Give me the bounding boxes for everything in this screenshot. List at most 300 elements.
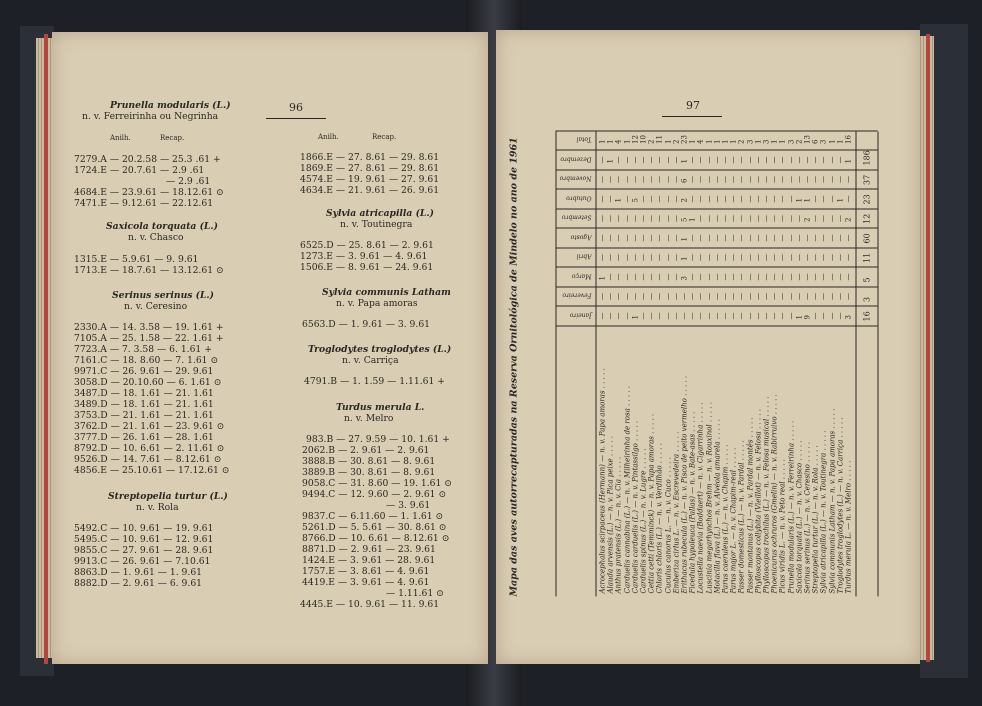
count-cell: — — [762, 234, 771, 242]
count-cell: — — [729, 215, 738, 222]
count-cell: — — [770, 312, 779, 320]
ring-record-line: 8882.D — 2. 9.61 — 6. 9.61 — [74, 578, 203, 589]
count-cell: 1 — [754, 139, 763, 144]
count-cell: — — [811, 176, 820, 183]
count-cell: — — [795, 215, 804, 222]
count-cell: — — [746, 312, 755, 320]
count-cell: — — [688, 312, 697, 320]
count-cell: — — [664, 293, 673, 300]
count-cell: — — [623, 234, 632, 242]
count-cell: — — [696, 293, 705, 300]
count-cell: — — [746, 215, 755, 222]
ring-record-line: 4419.E — 3. 9.61 — 4. 9.61 — [302, 577, 430, 588]
recapture-table — [508, 131, 872, 601]
count-cell: — — [713, 176, 722, 183]
ring-record-line: n. v. Ferreirinha ou Negrinha — [82, 111, 219, 122]
count-cell: — — [713, 156, 722, 164]
count-cell: — — [778, 293, 787, 300]
count-cell: — — [762, 215, 771, 222]
count-cell: — — [614, 234, 623, 242]
ring-record-line: 4634.E — 21. 9.61 — 26. 9.61 — [300, 185, 440, 196]
count-cell: — — [737, 254, 746, 261]
ring-record-line: 8766.D — 10. 6.61 — 8.12.61 ⊙ — [302, 533, 450, 544]
count-cell: 1 — [688, 139, 697, 144]
count-cell: 1 — [836, 198, 845, 203]
count-cell: — — [639, 273, 648, 281]
count-cell: — — [778, 156, 787, 164]
count-cell: — — [828, 234, 837, 242]
species-row-label: Carduelis cannabina (L.) — n. v. Milheirinha de rosa . . . . . — [623, 386, 632, 594]
count-cell: — — [655, 156, 664, 164]
count-cell: — — [647, 273, 656, 281]
count-cell: — — [672, 215, 681, 222]
count-cell: — — [639, 156, 648, 164]
count-cell: 3 — [844, 315, 853, 320]
count-cell: — — [721, 293, 730, 300]
species-row-label: Motacilla flava (L.) — n. v. Alvéola amarela . . . . . — [713, 419, 722, 594]
table-column-rule — [556, 306, 878, 307]
month-header: Abril — [576, 253, 592, 260]
ring-record-line: 9971.C — 26. 9.61 — 29. 9.61 — [74, 366, 214, 377]
species-row-label: Parus caeruleus (L.) — n. v. Chapim . . . . . — [721, 444, 730, 594]
count-cell: — — [705, 293, 714, 300]
count-cell: — — [836, 156, 845, 164]
ring-record-line: 1713.E — 18.7.61 — 13.12.61 ⊙ — [74, 265, 224, 276]
count-cell: 1 — [803, 198, 812, 203]
count-cell: — — [639, 254, 648, 261]
count-cell: — — [729, 176, 738, 183]
count-cell: — — [631, 176, 640, 183]
ring-record-line: 4684.E — 23.9.61 — 18.12.61 ⊙ — [74, 187, 224, 198]
count-cell: — — [614, 312, 623, 320]
count-cell: — — [795, 234, 804, 242]
count-cell: — — [688, 234, 697, 242]
count-cell: — — [729, 293, 738, 300]
species-row-label: Prunella modularis (L.) — n. v. Ferreirinha . . . . . — [787, 420, 796, 594]
count-cell: — — [729, 156, 738, 164]
count-cell: — — [655, 273, 664, 281]
count-cell: — — [770, 156, 779, 164]
count-cell: — — [737, 234, 746, 242]
count-cell: — — [631, 293, 640, 300]
count-cell: — — [754, 273, 763, 281]
total-cell: 3 — [862, 296, 872, 302]
count-cell: — — [655, 176, 664, 183]
count-cell: — — [811, 156, 820, 164]
count-cell: — — [672, 293, 681, 300]
right-page-number: 97 — [686, 99, 700, 112]
count-cell: — — [811, 254, 820, 261]
ring-record-line: 4856.E — 25.10.61 — 17.12.61 ⊙ — [74, 465, 230, 476]
count-cell: — — [713, 195, 722, 203]
count-cell: — — [778, 234, 787, 242]
species-heading: Troglodytes troglodytes (L.) — [308, 344, 452, 355]
count-cell: — — [688, 176, 697, 183]
count-cell: — — [836, 312, 845, 320]
count-cell: — — [623, 195, 632, 203]
ring-record-line: 6525.D — 25. 8.61 — 2. 9.61 — [300, 240, 434, 251]
count-cell: — — [754, 254, 763, 261]
count-cell: — — [688, 254, 697, 261]
count-cell: — — [828, 195, 837, 203]
count-cell: — — [680, 293, 689, 300]
count-cell: — — [639, 293, 648, 300]
species-row-label: Phylloscopus collybita (Vieillot) — n. v. Felosa . . . . . — [754, 409, 763, 594]
count-cell: — — [647, 195, 656, 203]
count-cell: — — [754, 312, 763, 320]
month-header: Janeiro — [569, 311, 592, 319]
count-cell: — — [713, 215, 722, 222]
count-cell: — — [631, 273, 640, 281]
count-cell: — — [606, 195, 615, 203]
ring-record-line: 2062.B — 2. 9.61 — 2. 9.61 — [302, 445, 430, 456]
count-cell: — — [705, 176, 714, 183]
count-cell: — — [664, 312, 673, 320]
count-cell: — — [614, 293, 623, 300]
count-cell: — — [647, 234, 656, 242]
count-cell: 3 — [746, 139, 755, 144]
count-cell: — — [762, 195, 771, 203]
count-cell: — — [729, 273, 738, 281]
ring-record-line: n. v. Ceresino — [124, 301, 188, 312]
red-edge-left — [44, 34, 48, 664]
count-cell: — — [721, 215, 730, 222]
count-cell: — — [803, 156, 812, 164]
count-cell: — — [639, 215, 648, 222]
count-cell: — — [606, 273, 615, 281]
count-cell: — — [721, 312, 730, 320]
species-heading: Turdus merula L. — [336, 402, 425, 413]
ring-record-line: 7279.A — 20.2.58 — 25.3 .61 + — [74, 154, 221, 165]
count-cell: — — [737, 293, 746, 300]
count-cell: — — [647, 254, 656, 261]
table-column-rule — [556, 131, 878, 132]
count-cell: — — [639, 234, 648, 242]
ring-record-line: 3888.B — 30. 8.61 — 8. 9.61 — [302, 456, 436, 467]
species-row-label: Alauda arvensis (L.) — n. v. Pica peixe . . . . . — [606, 436, 615, 594]
species-row-label: Carduelis spinus (L.) — n. v. Lugre . . . . . — [639, 448, 648, 594]
count-cell: 1 — [680, 256, 689, 261]
count-cell: — — [770, 293, 779, 300]
count-cell: — — [819, 156, 828, 164]
count-cell: — — [787, 156, 796, 164]
count-cell: 1 — [680, 159, 689, 164]
month-header: Fevereiro — [562, 292, 592, 299]
count-cell: — — [606, 312, 615, 320]
count-cell: — — [754, 234, 763, 242]
count-cell: — — [655, 234, 664, 242]
count-cell: — — [844, 273, 853, 281]
count-cell: — — [672, 234, 681, 242]
count-cell: — — [770, 234, 779, 242]
count-cell: — — [623, 273, 632, 281]
count-cell: — — [672, 273, 681, 281]
count-cell: 1 — [606, 139, 615, 144]
count-cell: — — [803, 273, 812, 281]
ring-record-line: 1757.E — 3. 8.61 — 4. 9.61 — [302, 566, 430, 577]
count-cell: — — [778, 312, 787, 320]
species-row-label: Passer montanus (L.) — n. v. Pardal montês . . . . . — [746, 417, 755, 594]
count-cell: 1 — [598, 276, 607, 281]
count-cell: — — [828, 293, 837, 300]
count-cell: — — [746, 293, 755, 300]
species-row-label: Turdus merula L. — n. v. Melro . . . . . — [844, 460, 853, 594]
count-cell: 1 — [713, 139, 722, 144]
ring-record-line: 2330.A — 14. 3.58 — 19. 1.61 + — [74, 322, 224, 333]
species-heading: Prunella modularis (L.) — [110, 100, 231, 111]
count-cell: — — [598, 312, 607, 320]
count-cell: — — [811, 195, 820, 203]
ring-record-line: 7161.C — 18. 8.60 — 7. 1.61 ⊙ — [74, 355, 219, 366]
table-bottom-rule — [856, 132, 857, 597]
count-cell: — — [836, 254, 845, 261]
count-cell: — — [705, 215, 714, 222]
count-cell: 1 — [844, 159, 853, 164]
species-row-label: Saxicola torquata (L.) — n. v. Chasco . . . . . — [795, 440, 804, 594]
count-cell: — — [729, 312, 738, 320]
ring-record-line: 4791.B — 1. 1.59 — 1.11.61 + — [304, 376, 445, 387]
ring-record-line: 9837.C — 6.11.60 — 1. 1.61 ⊙ — [302, 511, 444, 522]
ring-record-line: 5261.D — 5. 5.61 — 30. 8.61 ⊙ — [302, 522, 447, 533]
count-cell: — — [705, 312, 714, 320]
count-cell: — — [787, 176, 796, 183]
count-cell: — — [762, 254, 771, 261]
species-row-label: Sylvia atricapilla (L.) — n. v. Toutinegra . . . . . — [819, 430, 828, 594]
species-row-label: Luscinia megarhynchos Brehm — n. v. Rouxinol . . . . . — [705, 402, 714, 594]
ring-record-line: 7723.A — 7. 3.58 — 6. 1.61 + — [74, 344, 212, 355]
count-cell: — — [811, 273, 820, 281]
count-cell: — — [795, 176, 804, 183]
ring-record-line: — 2.9 .61 — [166, 176, 211, 187]
ring-record-line: 3777.D — 26. 1.61 — 28. 1.61 — [74, 432, 214, 443]
count-cell: — — [795, 156, 804, 164]
species-heading: Sylvia communis Latham — [322, 287, 451, 298]
count-cell: — — [623, 312, 632, 320]
count-cell: 1 — [598, 139, 607, 144]
count-cell: 11 — [655, 135, 664, 144]
count-cell: — — [721, 195, 730, 203]
count-cell: — — [844, 234, 853, 242]
count-cell: — — [688, 273, 697, 281]
ring-record-line: 9494.C — 12. 9.60 — 2. 9.61 ⊙ — [302, 489, 447, 500]
count-cell: — — [819, 273, 828, 281]
count-cell: — — [598, 156, 607, 164]
count-cell: 3 — [787, 139, 796, 144]
count-cell: — — [828, 312, 837, 320]
count-cell: 1 — [729, 139, 738, 144]
count-cell: — — [631, 254, 640, 261]
count-cell: — — [623, 215, 632, 222]
ring-record-line: 1424.E — 3. 9.61 — 28. 9.61 — [302, 555, 436, 566]
count-cell: — — [746, 273, 755, 281]
table-column-rule — [556, 209, 878, 210]
count-cell: — — [819, 195, 828, 203]
count-cell: — — [844, 254, 853, 261]
count-cell: — — [737, 273, 746, 281]
species-heading: Serinus serinus (L.) — [112, 290, 214, 301]
count-cell: — — [729, 254, 738, 261]
count-cell: — — [655, 312, 664, 320]
count-cell: — — [737, 156, 746, 164]
count-cell: — — [787, 312, 796, 320]
count-cell: — — [705, 254, 714, 261]
count-cell: 1 — [705, 139, 714, 144]
month-header: Total — [576, 136, 592, 143]
count-cell: — — [836, 176, 845, 183]
ring-record-line: 1724.E — 20.7.61 — 2.9 .61 — [74, 165, 205, 176]
count-cell: — — [737, 195, 746, 203]
count-cell: — — [713, 273, 722, 281]
count-cell: 1 — [795, 198, 804, 203]
species-row-label: Serinus serinus (L.) — n. v. Ceresino . . . . . — [803, 441, 812, 594]
count-cell: — — [828, 215, 837, 222]
count-cell: — — [770, 254, 779, 261]
species-row-label: Emberiza cirlus L. — n. v. Escrevedeira . . . . . — [672, 431, 681, 594]
ring-record-line: 8792.D — 10. 6.61 — 2. 11.61 ⊙ — [74, 443, 225, 454]
count-cell: — — [614, 215, 623, 222]
count-cell: — — [598, 195, 607, 203]
count-cell: — — [647, 156, 656, 164]
total-cell: 11 — [862, 252, 872, 263]
count-cell: — — [787, 215, 796, 222]
count-cell: 12 — [631, 135, 640, 144]
species-row-label: Anthus pratensis (L.) — n. v. Cia . . . . . — [614, 456, 623, 594]
count-cell: — — [713, 293, 722, 300]
count-cell: 2 — [647, 139, 656, 144]
table-title: Mapa das aves autorrecapturadas na Reserva Ornitológica de Mindelo no ano de 1961 — [508, 137, 520, 597]
count-cell: 10 — [639, 135, 648, 144]
species-row-label: Passer domesticus (L.) — n. v. Pardal . . . . . — [737, 440, 746, 594]
total-cell: 37 — [862, 174, 872, 185]
ring-record-line: 1315.E — 5.9.61 — 9. 9.61 — [74, 254, 199, 265]
count-cell: — — [606, 234, 615, 242]
species-row-label: Chloris chloris (L.) — n. v. Verdilhão . . . . . — [655, 443, 664, 594]
count-cell: 1 — [664, 139, 673, 144]
count-cell: 1 — [680, 237, 689, 242]
count-cell: — — [721, 254, 730, 261]
ring-record-line: 1866.E — 27. 8.61 — 29. 8.61 — [300, 152, 440, 163]
count-cell: 1 — [631, 315, 640, 320]
count-cell: — — [598, 254, 607, 261]
species-row-label: Locustella naevia (Boddaert) — n. v. Cigarrinha . . . . . — [696, 402, 705, 594]
count-cell: — — [746, 156, 755, 164]
count-cell: — — [778, 215, 787, 222]
count-cell: — — [811, 234, 820, 242]
species-row-label: Erithacus rubecula (L.) — n. v. Pisco de peito vermelho . . . . . — [680, 375, 689, 594]
species-row-label: Cettia cetti (Temminck) — n. v. Papa amoras . . . . . — [647, 413, 656, 594]
count-cell: — — [713, 234, 722, 242]
count-cell: — — [664, 215, 673, 222]
count-cell: — — [705, 234, 714, 242]
table-column-rule — [556, 287, 878, 288]
total-cell: 23 — [862, 194, 872, 205]
count-cell: 1 — [836, 139, 845, 144]
ring-record-line: 9058.C — 31. 8.60 — 19. 1.61 ⊙ — [302, 478, 452, 489]
species-heading: Streptopelia turtur (L.) — [108, 491, 228, 502]
month-header: Março — [571, 272, 592, 280]
species-row-label: Cuculus canorus L. — n. v. Cuco . . . . . — [664, 457, 673, 594]
table-column-rule — [556, 326, 878, 327]
ring-record-line: Recap. — [372, 133, 397, 141]
count-cell: 3 — [762, 139, 771, 144]
table-column-rule — [556, 248, 878, 249]
species-heading: Saxicola torquata (L.) — [106, 221, 218, 232]
count-cell: 13 — [803, 135, 812, 144]
table-column-rule — [556, 170, 878, 171]
count-cell: — — [762, 156, 771, 164]
count-cell: 5 — [631, 198, 640, 203]
count-cell: — — [836, 293, 845, 300]
count-cell: — — [664, 273, 673, 281]
count-cell: — — [664, 195, 673, 203]
count-cell: — — [598, 215, 607, 222]
species-row-label: Streptopelia turtur (L.) — n. v. Rola . . . . . — [811, 445, 820, 594]
count-cell: — — [754, 215, 763, 222]
count-cell: — — [664, 254, 673, 261]
count-cell: — — [647, 293, 656, 300]
count-cell: — — [664, 234, 673, 242]
ring-record-line: Anilh. — [318, 133, 339, 141]
table-column-rule — [556, 150, 878, 151]
count-cell: — — [836, 234, 845, 242]
count-cell: — — [754, 195, 763, 203]
ring-record-line: n. v. Toutinegra — [340, 219, 413, 230]
ring-record-line: — 1.11.61 ⊙ — [386, 588, 444, 599]
ring-record-line: 3489.D — 18. 1.61 — 21. 1.61 — [74, 399, 214, 410]
count-cell: — — [721, 176, 730, 183]
count-cell: 1 — [721, 139, 730, 144]
species-heading: Sylvia atricapilla (L.) — [326, 208, 434, 219]
ring-record-line: 1869.E — 27. 8.61 — 29. 8.61 — [300, 163, 440, 174]
count-cell: — — [819, 312, 828, 320]
species-row-label: Ficedula hypoleuca (Pallas) — n. v. Bate-asas . . . . . — [688, 411, 697, 594]
ring-record-line: Recap. — [160, 134, 185, 142]
ring-record-line: 3058.D — 20.10.60 — 6. 1.61 ⊙ — [74, 377, 222, 388]
count-cell: — — [672, 195, 681, 203]
count-cell: — — [680, 312, 689, 320]
count-cell: — — [664, 156, 673, 164]
count-cell: — — [647, 312, 656, 320]
count-cell: — — [778, 176, 787, 183]
count-cell: 1 — [828, 139, 837, 144]
count-cell: — — [819, 176, 828, 183]
count-cell: — — [819, 254, 828, 261]
count-cell: — — [623, 293, 632, 300]
count-cell: — — [696, 273, 705, 281]
left-page-number: 96 — [289, 101, 303, 114]
month-header: Agosto — [570, 233, 592, 241]
ring-record-line: n. v. Melro — [344, 413, 394, 424]
ring-record-line: 3487.D — 18. 1.61 — 21. 1.61 — [74, 388, 214, 399]
count-cell: 1 — [795, 315, 804, 320]
count-cell: — — [696, 176, 705, 183]
count-cell: — — [729, 234, 738, 242]
species-row-label: Troglodytes troglodytes (L.) — n. v. Carriça . . . . . — [836, 417, 845, 594]
count-cell: — — [811, 293, 820, 300]
count-cell: — — [647, 215, 656, 222]
count-cell: — — [606, 254, 615, 261]
count-cell: — — [672, 254, 681, 261]
count-cell: — — [844, 293, 853, 300]
count-cell: — — [762, 312, 771, 320]
red-edge-right — [926, 34, 930, 662]
ring-record-line: 3762.D — 21. 1.61 — 23. 9.61 ⊙ — [74, 421, 225, 432]
count-cell: — — [705, 156, 714, 164]
count-cell: — — [803, 234, 812, 242]
count-cell: — — [737, 215, 746, 222]
ring-record-line: 4445.E — 10. 9.61 — 11. 9.61 — [300, 599, 440, 610]
ring-record-line: 9855.C — 27. 9.61 — 28. 9.61 — [74, 545, 214, 556]
